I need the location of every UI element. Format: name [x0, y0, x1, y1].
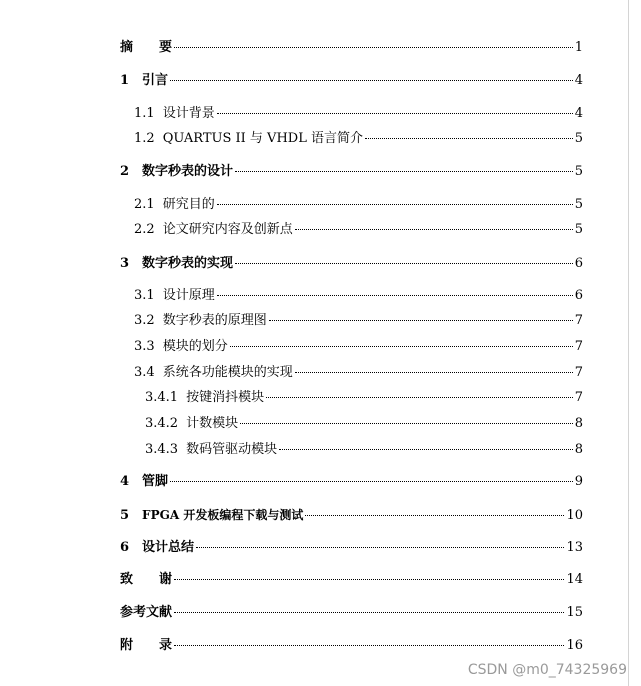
toc-entry-title: 设计总结 [142, 540, 195, 555]
toc-entry-title: 谢 [159, 572, 173, 587]
toc-entry-page: 8 [574, 416, 583, 431]
dot-leader [174, 47, 573, 48]
toc-entry-page: 9 [574, 474, 583, 489]
toc-entry-chapter-3[interactable] [120, 254, 583, 274]
toc-entry-page: 5 [574, 131, 583, 146]
dot-leader [174, 612, 564, 613]
toc-entry-references[interactable] [120, 603, 583, 623]
toc-entry-title: 研究目的 [162, 197, 215, 212]
toc-entry-title: 数字秒表的实现 [142, 256, 234, 271]
dot-leader [170, 481, 573, 482]
toc-entry-page: 13 [566, 540, 583, 555]
toc-entry-title: 要 [159, 40, 173, 55]
toc-entry-acknowledgements[interactable] [120, 570, 583, 590]
toc-entry-number: 3.3 [134, 339, 155, 354]
toc-entry-number: 2 [120, 164, 130, 179]
toc-entry-title: 参考文献 [120, 605, 173, 620]
toc-entry-title: 数字秒表的设计 [142, 164, 234, 179]
toc-entry-chapter-2[interactable] [120, 162, 583, 182]
toc-entry-section-3-4[interactable] [134, 363, 583, 383]
toc-entry-number: 3.4.3 [145, 442, 179, 457]
toc-entry-chapter-6[interactable] [120, 538, 583, 558]
toc-entry-page: 10 [566, 508, 583, 523]
toc-entry-page: 5 [574, 197, 583, 212]
toc-entry-section-3-1[interactable] [134, 286, 583, 306]
toc-entry-number: 3.4 [134, 365, 155, 380]
toc-entry-title: FPGA 开发板编程下载与测试 [142, 508, 304, 522]
toc-entry-page: 4 [574, 73, 583, 88]
toc-entry-title: 系统各功能模块的实现 [162, 365, 293, 380]
toc-entry-title: 论文研究内容及创新点 [162, 222, 293, 237]
dot-leader [365, 138, 573, 139]
csdn-watermark: CSDN @m0_74325969 [467, 662, 627, 678]
toc-entry-number: 1.1 [134, 106, 155, 121]
toc-entry-chapter-1[interactable] [120, 71, 583, 91]
toc-entry-title: 数字秒表的原理图 [162, 313, 267, 328]
toc-entry-title: 管脚 [142, 474, 169, 489]
toc-entry-title: 引言 [142, 73, 169, 88]
dot-leader [235, 171, 573, 172]
toc-entry-subsection-3-4-2[interactable] [145, 414, 583, 434]
toc-entry-number: 1.2 [134, 131, 155, 146]
toc-entry-page: 5 [574, 222, 583, 237]
toc-entry-number: 4 [120, 474, 130, 489]
toc-entry-page: 1 [574, 40, 583, 55]
toc-entry-number: 3.2 [134, 313, 155, 328]
toc-entry-page: 8 [574, 442, 583, 457]
dot-leader [235, 263, 573, 264]
toc-entry-title: 设计原理 [162, 288, 215, 303]
dot-leader [295, 372, 573, 373]
toc-entry-subsection-3-4-3[interactable] [145, 440, 583, 460]
toc-entry-number: 摘 [120, 40, 134, 55]
toc-entry-subsection-3-4-1[interactable] [145, 388, 583, 408]
toc-entry-title: 录 [159, 638, 173, 653]
toc-entry-page: 7 [574, 390, 583, 405]
dot-leader [266, 397, 573, 398]
toc-entry-chapter-4[interactable] [120, 472, 583, 492]
toc-entry-section-1-2[interactable] [134, 129, 583, 149]
toc-entry-appendix[interactable] [120, 636, 583, 656]
toc-entry-section-1-1[interactable] [134, 104, 583, 124]
toc-entry-title: QUARTUS II 与 VHDL 语言简介 [162, 131, 363, 146]
toc-entry-page: 14 [566, 572, 583, 587]
toc-entry-number: 2.1 [134, 197, 155, 212]
toc-entry-number: 6 [120, 540, 130, 555]
page-edge-divider [628, 0, 629, 686]
toc-entry-section-3-2[interactable] [134, 311, 583, 331]
toc-entry-section-3-3[interactable] [134, 337, 583, 357]
toc-entry-number: 附 [120, 638, 134, 653]
toc-entry-page: 16 [566, 638, 583, 653]
dot-leader [217, 295, 573, 296]
toc-entry-number: 3 [120, 256, 130, 271]
dot-leader [305, 515, 564, 516]
toc-entry-title: 计数模块 [186, 416, 239, 431]
toc-entry-title: 模块的划分 [162, 339, 228, 354]
toc-entry-section-2-2[interactable] [134, 220, 583, 240]
toc-entry-page: 6 [574, 288, 583, 303]
dot-leader [174, 579, 564, 580]
toc-entry-number: 5 [120, 508, 130, 523]
toc-entry-number: 1 [120, 73, 130, 88]
toc-entry-abstract[interactable] [120, 38, 583, 58]
toc-entry-title: 数码管驱动模块 [186, 442, 278, 457]
dot-leader [295, 229, 573, 230]
toc-entry-number: 3.4.1 [145, 390, 179, 405]
toc-entry-page: 6 [574, 256, 583, 271]
toc-entry-chapter-5[interactable] [120, 505, 583, 525]
toc-entry-section-2-1[interactable] [134, 195, 583, 215]
toc-entry-number: 2.2 [134, 222, 155, 237]
dot-leader [174, 645, 564, 646]
toc-entry-page: 7 [574, 365, 583, 380]
toc-entry-page: 7 [574, 339, 583, 354]
dot-leader [196, 547, 564, 548]
toc-entry-page: 5 [574, 164, 583, 179]
dot-leader [240, 423, 573, 424]
dot-leader [217, 204, 573, 205]
toc-entry-number: 3.4.2 [145, 416, 179, 431]
toc-entry-number: 3.1 [134, 288, 155, 303]
dot-leader [269, 320, 573, 321]
toc-entry-number: 致 [120, 572, 134, 587]
dot-leader [170, 80, 573, 81]
dot-leader [217, 113, 573, 114]
toc-entry-page: 4 [574, 106, 583, 121]
toc-entry-page: 15 [566, 605, 583, 620]
toc-entry-title: 设计背景 [162, 106, 215, 121]
dot-leader [230, 346, 573, 347]
toc-entry-page: 7 [574, 313, 583, 328]
dot-leader [279, 449, 573, 450]
toc-entry-title: 按键消抖模块 [186, 390, 265, 405]
